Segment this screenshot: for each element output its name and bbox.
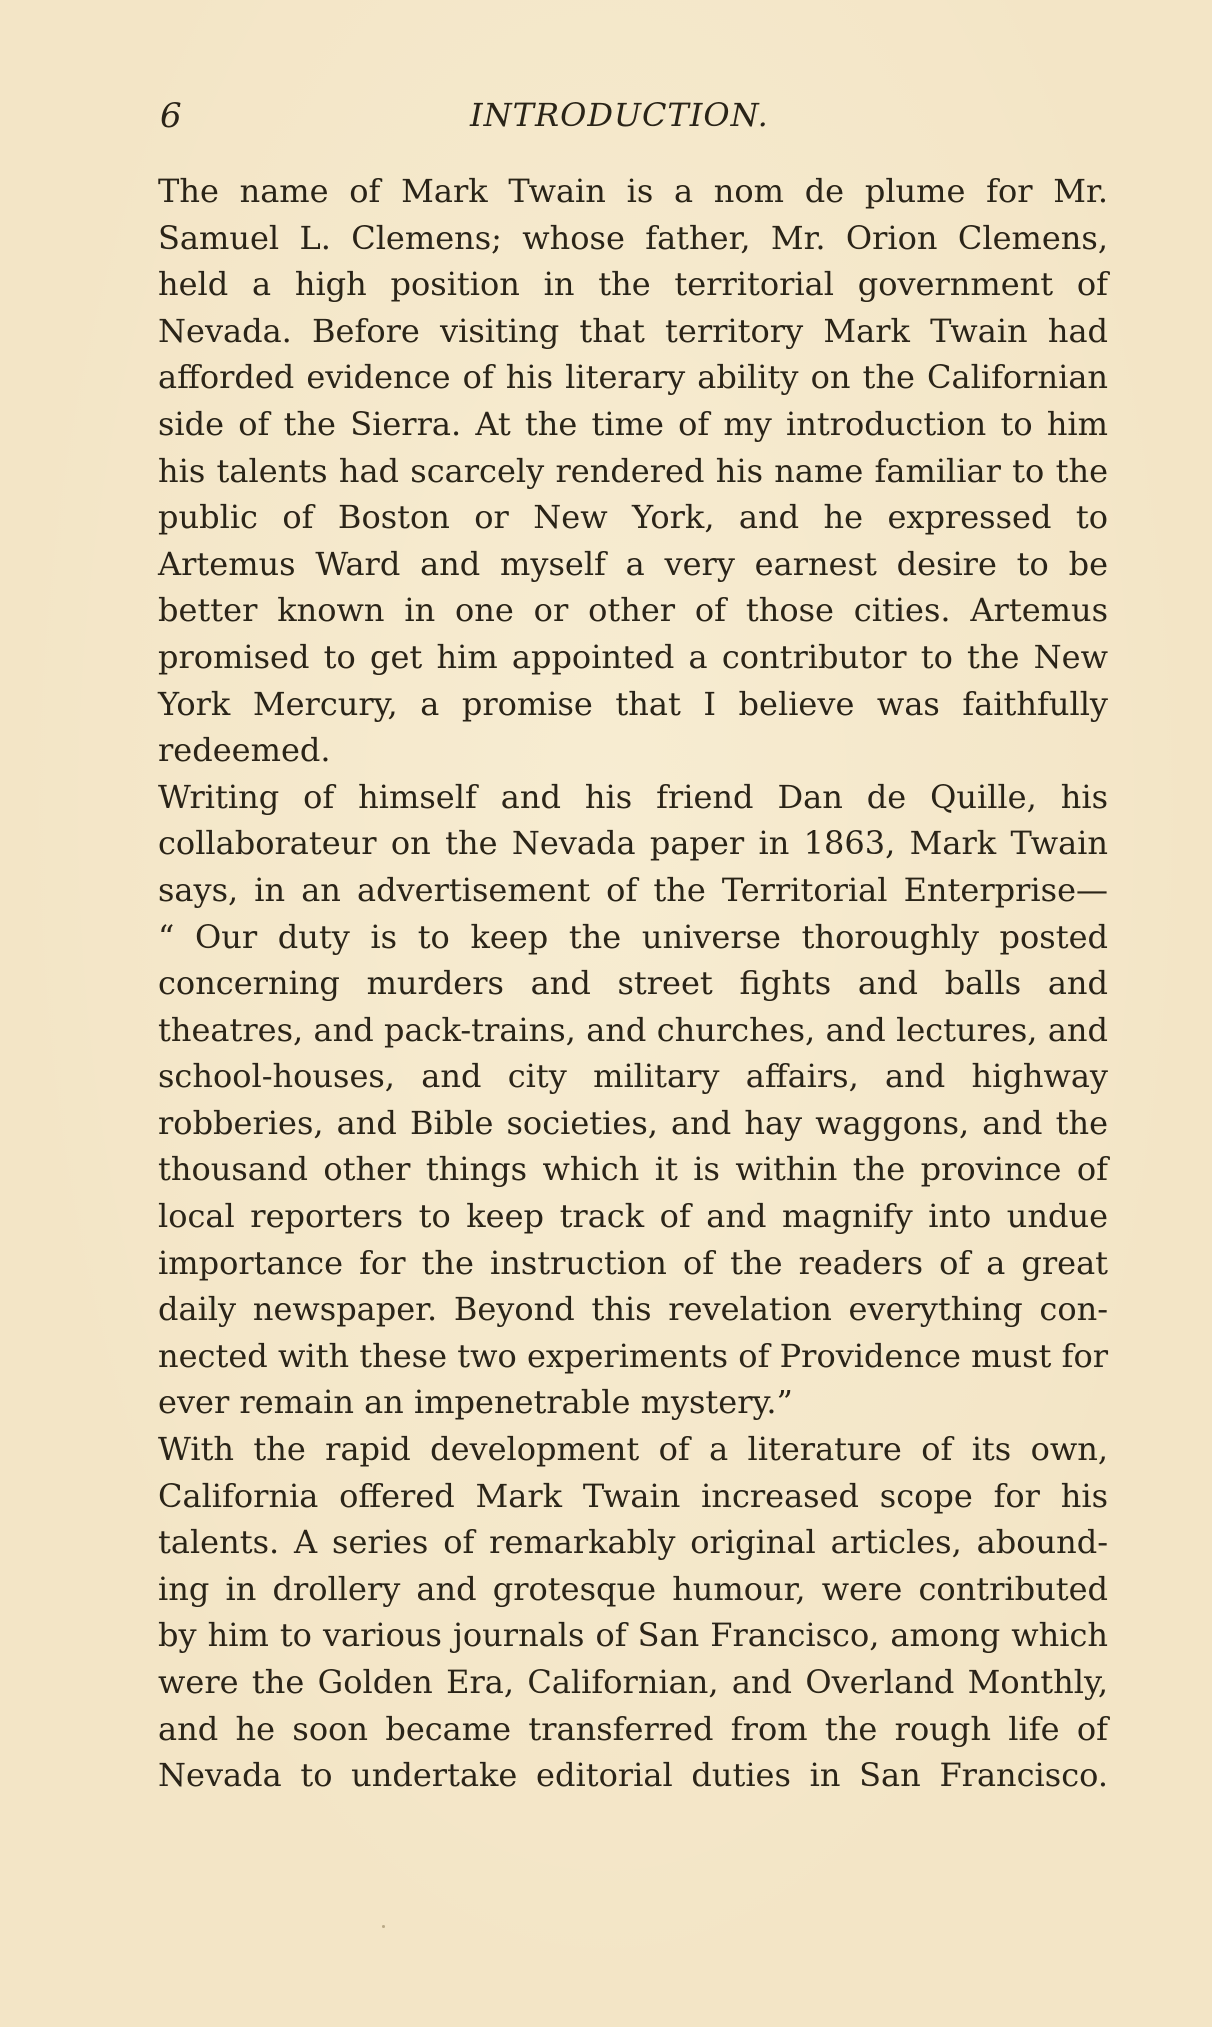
- text-line: held a high position in the territorial government of: [158, 265, 1108, 304]
- text-line: afforded evidence of his literary ability on the Californian: [158, 358, 1108, 397]
- text-line: side of the Sierra. At the time of my introduction to him: [158, 404, 1108, 443]
- text-line: California offered Mark Twain increased scope for his: [158, 1476, 1108, 1515]
- text-line: importance for the instruction of the readers of a great: [158, 1243, 1108, 1282]
- text-line: Writing of himself and his friend Dan de Quille, his: [158, 777, 1108, 816]
- text-line: Nevada. Before visiting that territory Mark Twain had: [158, 311, 1108, 350]
- text-line: ing in drollery and grotesque humour, were contributed: [158, 1569, 1108, 1608]
- text-line: school-houses, and city military affairs, and highway: [158, 1057, 1108, 1096]
- text-line: daily newspaper. Beyond this revelation everything con-: [158, 1290, 1108, 1329]
- text-line: redeemed.: [158, 731, 331, 770]
- body-text: [158, 168, 1108, 1799]
- text-line: public of Boston or New York, and he expressed to: [158, 498, 1108, 537]
- text-line: robberies, and Bible societies, and hay waggons, and the: [158, 1103, 1108, 1142]
- page-header: [160, 96, 1080, 146]
- text-line: were the Golden Era, Californian, and Overland Monthly,: [158, 1663, 1108, 1701]
- text-line: his talents had scarcely rendered his name familiar to the: [158, 451, 1108, 490]
- text-line: Nevada to undertake editorial duties in San Francisco.: [158, 1756, 1108, 1795]
- text-line: collaborateur on the Nevada paper in 1863, Mark Twain: [158, 824, 1108, 863]
- text-line: talents. A series of remarkably original articles, abound-: [158, 1523, 1108, 1562]
- text-line: local reporters to keep track of and magnify into undue: [158, 1197, 1108, 1236]
- text-line: The name of Mark Twain is a nom de plume for Mr.: [158, 172, 1108, 210]
- text-line: thousand other things which it is within the province of: [158, 1150, 1108, 1189]
- text-line: York Mercury, a promise that I believe was faithfully: [158, 684, 1108, 723]
- text-line: Samuel L. Clemens; whose father, Mr. Orion Clemens,: [158, 218, 1108, 257]
- text-line: concerning murders and street fights and balls and: [158, 964, 1108, 1003]
- text-line: Artemus Ward and myself a very earnest desire to be: [158, 544, 1108, 583]
- text-line: With the rapid development of a literature of its own,: [158, 1430, 1108, 1469]
- text-line: better known in one or other of those cities. Artemus: [158, 591, 1108, 630]
- page-speck: [382, 1925, 385, 1928]
- text-line: by him to various journals of San Francisco, among which: [158, 1616, 1108, 1655]
- text-line: promised to get him appointed a contributor to the New: [158, 637, 1108, 676]
- text-line: ever remain an impenetrable mystery.”: [158, 1383, 793, 1422]
- text-line: nected with these two experiments of Providence must for: [158, 1336, 1108, 1375]
- text-line: “ Our duty is to keep the universe thoroughly posted: [158, 917, 1108, 956]
- text-line: theatres, and pack-trains, and churches, and lectures, and: [158, 1010, 1108, 1049]
- text-line: says, in an advertisement of the Territorial Enterprise—: [158, 870, 1108, 909]
- running-head: INTRODUCTION.: [470, 96, 769, 134]
- page-number: 6: [160, 96, 182, 136]
- text-line: and he soon became transferred from the rough life of: [158, 1709, 1108, 1748]
